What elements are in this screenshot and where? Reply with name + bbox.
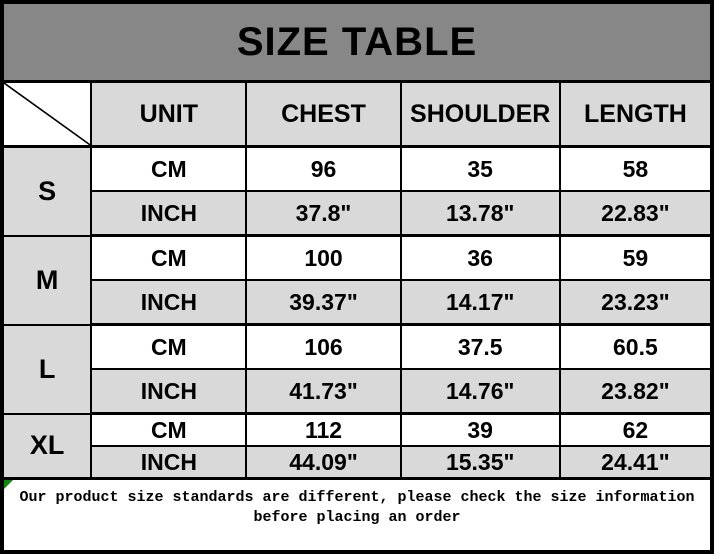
spreadsheet-flag-icon xyxy=(4,480,13,489)
value-cell: 14.17" xyxy=(401,280,560,325)
value-cell: 100 xyxy=(246,236,400,281)
unit-label: INCH xyxy=(91,446,246,479)
value-cell: 112 xyxy=(246,414,400,447)
size-label-m: M xyxy=(2,236,91,325)
value-cell: 39 xyxy=(401,414,560,447)
table-row-s-inch xyxy=(2,191,712,236)
value-cell: 24.41" xyxy=(560,446,712,479)
table-row-xl-cm xyxy=(2,414,712,447)
table-row-l-cm xyxy=(2,325,712,370)
diagonal-blank-cell xyxy=(2,82,91,147)
value-cell: 59 xyxy=(560,236,712,281)
diagonal-line-icon xyxy=(4,83,90,145)
column-header-length: LENGTH xyxy=(560,82,712,147)
unit-label: INCH xyxy=(91,191,246,236)
value-cell: 58 xyxy=(560,147,712,192)
footer-note xyxy=(2,479,712,553)
value-cell: 14.76" xyxy=(401,369,560,414)
value-cell: 37.5 xyxy=(401,325,560,370)
table-row-m-cm xyxy=(2,236,712,281)
unit-label: CM xyxy=(91,414,246,447)
value-cell: 62 xyxy=(560,414,712,447)
value-cell: 36 xyxy=(401,236,560,281)
value-cell: 96 xyxy=(246,147,400,192)
size-label-xl: XL xyxy=(2,414,91,479)
page-title: SIZE TABLE xyxy=(2,2,712,82)
value-cell: 15.35" xyxy=(401,446,560,479)
table-row-xl-inch xyxy=(2,446,712,479)
size-label-s: S xyxy=(2,147,91,236)
table-row-s-cm xyxy=(2,147,712,192)
value-cell: 60.5 xyxy=(560,325,712,370)
footer-text-line2: before placing an order xyxy=(253,509,461,526)
unit-label: INCH xyxy=(91,369,246,414)
unit-label: INCH xyxy=(91,280,246,325)
column-header-unit: UNIT xyxy=(91,82,246,147)
value-cell: 41.73" xyxy=(246,369,400,414)
value-cell: 13.78" xyxy=(401,191,560,236)
column-header-row xyxy=(2,82,712,147)
column-header-shoulder: SHOULDER xyxy=(401,82,560,147)
title-row xyxy=(2,2,712,82)
value-cell: 37.8" xyxy=(246,191,400,236)
value-cell: 44.09" xyxy=(246,446,400,479)
column-header-chest: CHEST xyxy=(246,82,400,147)
value-cell: 39.37" xyxy=(246,280,400,325)
unit-label: CM xyxy=(91,236,246,281)
unit-label: CM xyxy=(91,325,246,370)
value-cell: 23.23" xyxy=(560,280,712,325)
footer-text-line1: Our product size standards are different, please check the size information xyxy=(19,489,695,506)
table-row-m-inch xyxy=(2,280,712,325)
unit-label: CM xyxy=(91,147,246,192)
value-cell: 106 xyxy=(246,325,400,370)
footer-row xyxy=(2,479,712,553)
size-label-l: L xyxy=(2,325,91,414)
value-cell: 22.83" xyxy=(560,191,712,236)
value-cell: 23.82" xyxy=(560,369,712,414)
value-cell: 35 xyxy=(401,147,560,192)
table-row-l-inch xyxy=(2,369,712,414)
